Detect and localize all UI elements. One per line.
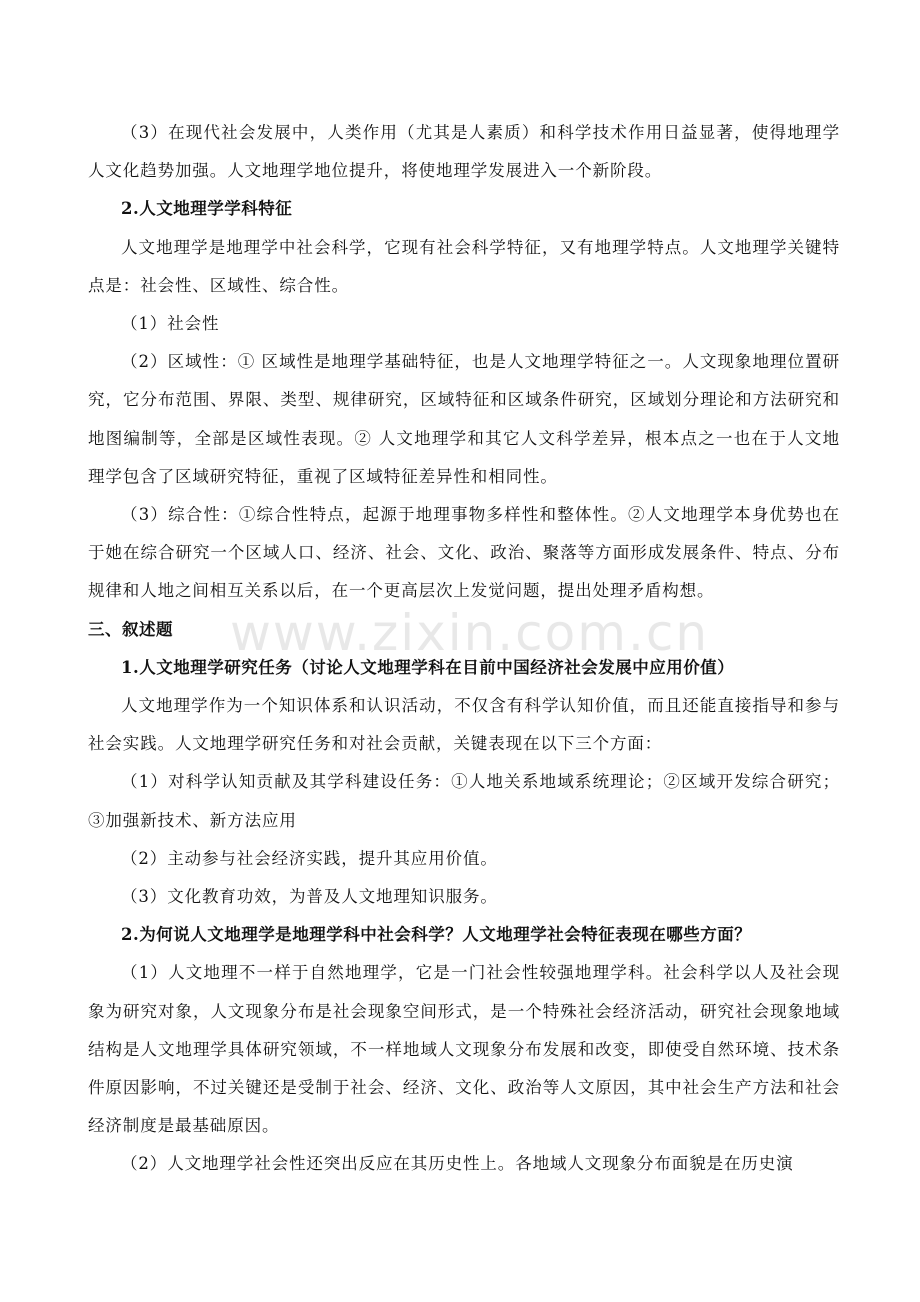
document-body bbox=[88, 114, 840, 1184]
paragraph-tasks-intro: 人文地理学作为一个知识体系和认识活动，不仅含有科学认知价值，而且还能直接指导和参与社会实践。人文地理学研究任务和对社会贡献，关键表现在以下三个方面： bbox=[88, 696, 840, 754]
paragraph-features: 人文地理学是地理学中社会科学，它现有社会科学特征，又有地理学特点。人文地理学关键特点是：社会性、区域性、综合性。 bbox=[88, 237, 840, 295]
paragraph-answer-1: （1）人文地理不一样于自然地理学，它是一门社会性较强地理学科。社会科学以人及社会现象为研究对象，人文现象分布是社会现象空间形式，是一个特殊社会经济活动，研究社会现象地域结构是人文地理学具体研究领域，不一样地域人文现象分布发展和改变，即使受自然环境、技术条件原因影响，不过关键还是受制于社会、经济、文化、政治等人文原因，其中社会生产方法和社会经济制度是最基础原因。 bbox=[88, 963, 840, 1136]
paragraph-task-3: （3）文化教育功效，为普及人文地理知识服务。 bbox=[121, 887, 498, 907]
paragraph-social: （1）社会性 bbox=[121, 314, 220, 334]
watermark: www.zixin.com.cn bbox=[230, 604, 710, 662]
paragraph-answer-2: （2）人文地理学社会性还突出反应在其历史性上。各地域人文现象分布面貌是在历史演 bbox=[121, 1154, 794, 1174]
section-heading-2: 2.人文地理学学科特征 bbox=[121, 199, 293, 219]
question-heading-1: 1.人文地理学研究任务（讨论人文地理学科在目前中国经济社会发展中应用价值） bbox=[121, 657, 735, 677]
section-heading-essay: 三、叙述题 bbox=[88, 619, 173, 639]
paragraph-task-1: （1）对科学认知贡献及其学科建设任务：①人地关系地域系统理论；②区域开发综合研究；③加强新技术、新方法应用 bbox=[88, 772, 840, 830]
paragraph-comprehensive: （3）综合性：①综合性特点，起源于地理事物多样性和整体性。②人文地理学本身优势也在于她在综合研究一个区域人口、经济、社会、文化、政治、聚落等方面形成发展条件、特点、分布规律和人地之间相互关系以后，在一个更高层次上发觉问题，提出处理矛盾构想。 bbox=[88, 505, 840, 601]
question-heading-2: 2.为何说人文地理学是地理学科中社会科学？人文地理学社会特征表现在哪些方面？ bbox=[121, 925, 752, 945]
paragraph-intro-3: （3）在现代社会发展中，人类作用（尤其是人素质）和科学技术作用日益显著，使得地理学人文化趋势加强。人文地理学地位提升，将使地理学发展进入一个新阶段。 bbox=[88, 123, 840, 181]
paragraph-task-2: （2）主动参与社会经济实践，提升其应用价值。 bbox=[121, 848, 498, 868]
paragraph-regional: （2）区域性：① 区域性是地理学基础特征，也是人文地理学特征之一。人文现象地理位置研究，它分布范围、界限、类型、规律研究，区域特征和区域条件研究，区域划分理论和方法研究和地图编制等，全部是区域性表现。② 人文地理学和其它人文科学差异，根本点之一也在于人文地理学包含了区域研究特征，重视了区域特征差异性和相同性。 bbox=[88, 352, 840, 486]
